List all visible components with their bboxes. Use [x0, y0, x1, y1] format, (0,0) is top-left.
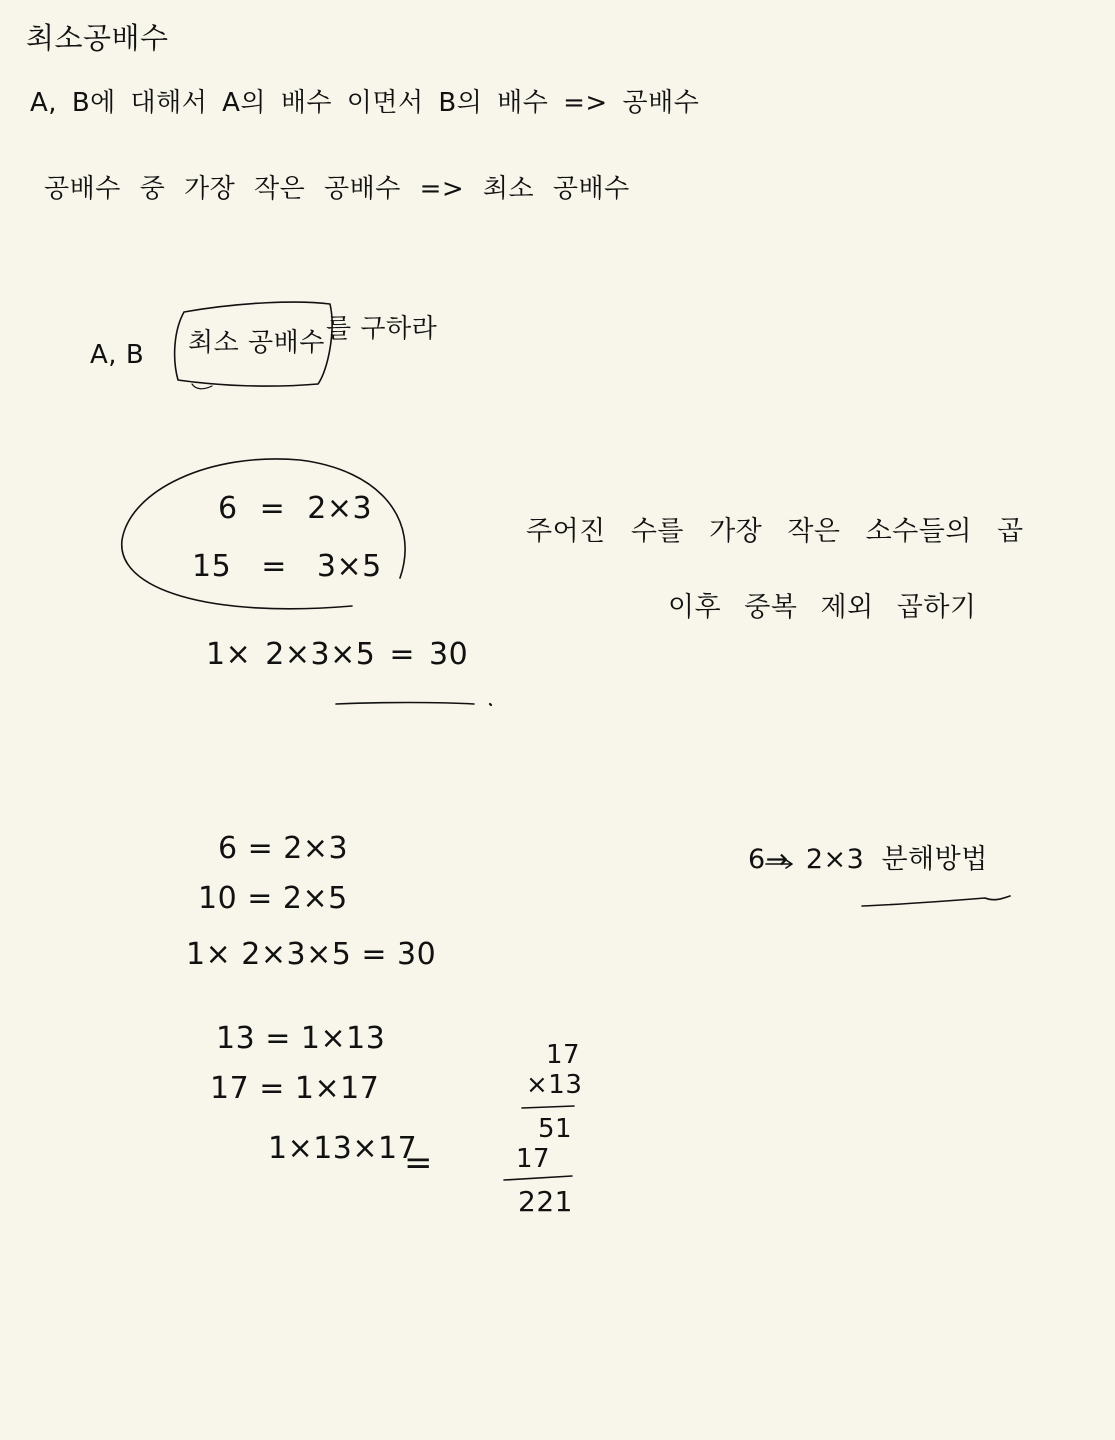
- calc-top: 17: [546, 1040, 581, 1070]
- calc-multiplier: ×13: [526, 1070, 583, 1100]
- example2-row1: 6 = 2×3: [218, 831, 349, 866]
- example3-result: 1×13×17: [268, 1131, 418, 1166]
- example1-circle: [122, 459, 405, 609]
- example1-row1: 6 = 2×3: [218, 491, 373, 526]
- note-title: 최소공배수: [26, 21, 169, 55]
- example1-result: 1× 2×3×5 = 30: [206, 637, 469, 672]
- task-boxed-term: 최소 공배수: [188, 328, 325, 358]
- side-note-underline: [862, 896, 1010, 906]
- example3-row1: 13 = 1×13: [216, 1021, 386, 1056]
- calc-total: 221: [518, 1185, 573, 1218]
- task-prefix: A, B: [90, 340, 145, 370]
- calc-line-1: [522, 1106, 574, 1108]
- example2-side-note: 6→ 2×3 분해방법: [748, 844, 988, 875]
- example2-result: 1× 2×3×5 = 30: [186, 937, 437, 972]
- definition-lcm: 공배수 중 가장 작은 공배수 => 최소 공배수: [44, 174, 630, 204]
- example3-row2: 17 = 1×17: [210, 1071, 380, 1106]
- example1-row2: 15 = 3×5: [192, 549, 382, 584]
- calc-partial-1: 51: [538, 1114, 573, 1144]
- example3-equals: =: [404, 1143, 433, 1183]
- calc-partial-2: 17: [516, 1144, 551, 1174]
- example1-explain-line2: 이후 중복 제외 곱하기: [668, 592, 977, 623]
- calc-line-2: [504, 1176, 572, 1180]
- definition-common-multiple: A, B에 대해서 A의 배수 이면서 B의 배수 => 공배수: [30, 88, 700, 118]
- example1-explain-line1: 주어진 수를 가장 작은 소수들의 곱: [526, 516, 1024, 547]
- task-suffix: 를 구하라: [326, 314, 438, 344]
- example1-underline: [336, 703, 474, 705]
- example2-row2: 10 = 2×5: [198, 881, 348, 916]
